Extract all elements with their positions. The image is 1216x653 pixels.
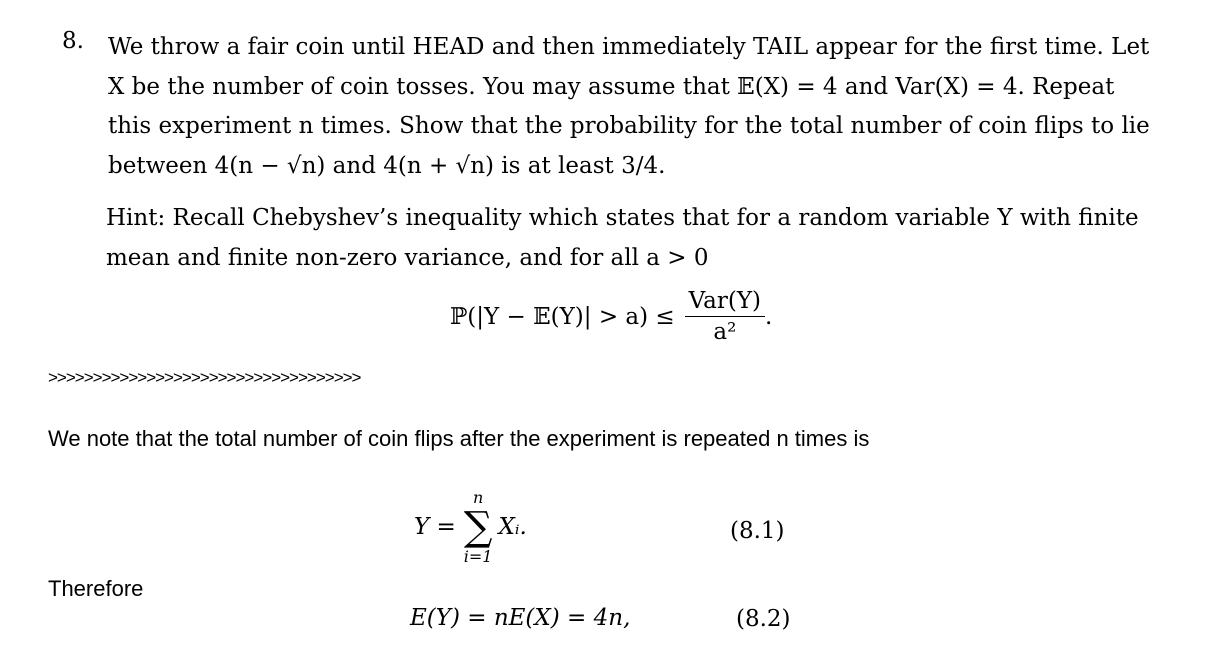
therefore-text: Therefore	[48, 576, 144, 601]
problem-number: 8.	[62, 28, 84, 54]
separator-arrows: >>>>>>>>>>>>>>>>>>>>>>>>>>>>>>>>>>>	[48, 368, 361, 387]
inequality-numerator: Var(Y)	[685, 288, 765, 317]
inequality-lhs: ℙ(|Y − 𝔼(Y)| > a) ≤	[450, 303, 675, 330]
problem-statement	[108, 28, 1158, 186]
problem-line-2: X be the number of coin tosses. You may assume that 𝔼(X) = 4 and Var(X) = 4. Repeat	[108, 73, 1115, 100]
problem-line-4: between 4(n − √n) and 4(n + √n) is at least 3/4.	[108, 152, 666, 179]
summation	[464, 488, 493, 566]
inequality-denominator: a²	[713, 319, 737, 345]
inequality-period: .	[765, 303, 773, 330]
answer-note: We note that the total number of coin flips after the experiment is repeated n times is	[48, 426, 870, 451]
problem-line-3: this experiment n times. Show that the probability for the total number of coin flips to lie	[108, 113, 1150, 139]
problem-line-1: We throw a fair coin until HEAD and then immediately TAIL appear for the first time. Let	[108, 34, 1150, 60]
equation-8-1	[414, 488, 527, 566]
inequality-fraction	[685, 288, 765, 345]
hint-line-1: Hint: Recall Chebyshev’s inequality which states that for a random variable Y with finite	[106, 205, 1139, 231]
hint-paragraph	[106, 198, 1166, 278]
eq1-lhs: Y =	[414, 514, 456, 540]
hint-line-2: mean and finite non-zero variance, and for all a > 0	[106, 245, 709, 271]
equation-8-2: E(Y) = nE(X) = 4n,	[410, 605, 631, 631]
equation-label-8-1: (8.1)	[730, 518, 785, 544]
equation-label-8-2: (8.2)	[736, 606, 791, 632]
chebyshev-inequality	[450, 288, 772, 345]
eq1-term: Xᵢ.	[498, 514, 527, 540]
sum-upper-limit: n	[472, 488, 484, 507]
sigma-symbol: ∑	[463, 504, 493, 550]
sum-lower-limit: i=1	[463, 547, 493, 566]
